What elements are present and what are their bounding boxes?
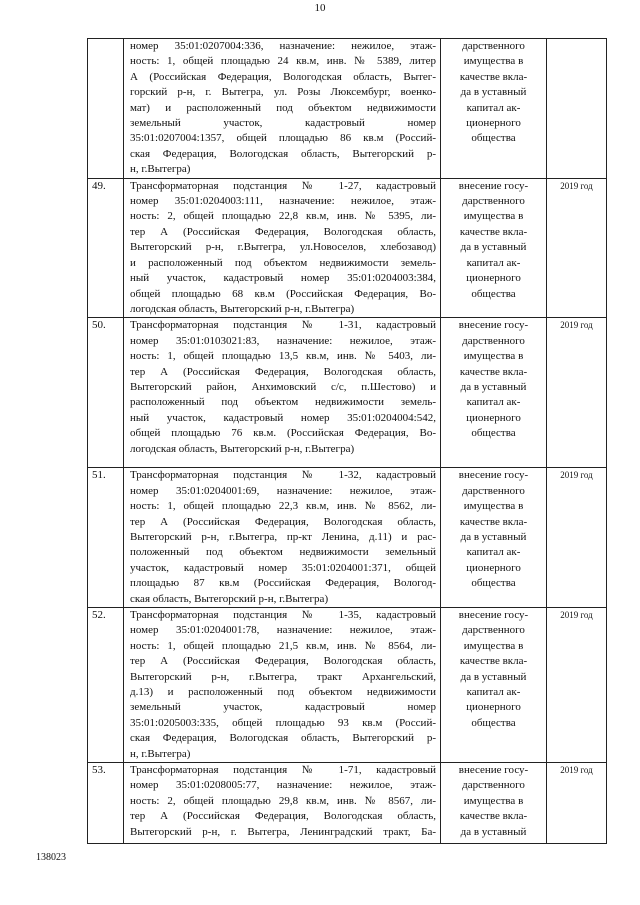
table-body	[88, 39, 607, 844]
method-line: качестве вкла-	[459, 810, 528, 823]
method-line: ционерного	[466, 117, 521, 130]
method-line: капитал ак-	[466, 686, 521, 698]
privatization-year	[547, 39, 607, 179]
method-line: да в уставный	[460, 380, 527, 393]
method-line: общества	[471, 287, 516, 300]
description-line: номер 35:01:0204001:78, назначение: нежилое, этаж-	[130, 624, 436, 637]
method-line: качестве вкла-	[459, 70, 528, 83]
description-line: тер А (Российская Федерация, Вологодская область,	[130, 810, 436, 823]
privatization-method	[441, 468, 547, 608]
description-line: номер 35:01:0204001:69, назначение: нежилое, этаж-	[130, 484, 436, 497]
row-number: 53.	[88, 763, 124, 844]
description-line: логодская область, Вытегорский р-н, г.Вытегра)	[130, 442, 355, 455]
row-number: 51.	[88, 468, 124, 608]
description-line: номер 35:01:0204003:111, назначение: нежилое, этаж-	[130, 195, 436, 208]
description-line: положенный под объектом недвижимости земельный	[130, 546, 436, 559]
method-line: капитал ак-	[466, 546, 521, 559]
description-line: ный участок, кадастровый номер 35:01:0204003:384,	[130, 272, 436, 285]
method-line: дарственного	[462, 195, 525, 208]
description-line: земельный участок, кадастровый номер	[130, 701, 436, 714]
method-line: ционерного	[466, 561, 521, 574]
method-line: капитал ак-	[466, 256, 521, 269]
property-table	[87, 38, 607, 844]
description-line: номер 35:01:0103021:83, назначение: нежилое, этаж-	[130, 334, 436, 347]
method-line: да в уставный	[460, 670, 527, 683]
table-row	[88, 763, 607, 844]
method-line: да в уставный	[460, 241, 527, 254]
page-number: 10	[314, 2, 326, 14]
description-line: Трансформаторная подстанция № 1-27, кадастровый	[130, 179, 436, 192]
property-description	[124, 607, 441, 762]
document-code: 138023	[36, 852, 66, 863]
table-row	[88, 318, 607, 468]
description-line: Трансформаторная подстанция № 1-35, кадастровый	[130, 608, 436, 621]
privatization-year: 2019 год	[547, 468, 607, 608]
description-line: общей площадью 76 кв.м. (Российская Федерация, Во-	[130, 427, 436, 440]
method-line: капитал ак-	[466, 101, 521, 114]
method-line: имущества в	[463, 500, 524, 513]
method-line: да в уставный	[460, 530, 527, 543]
description-line: расположенный под объектом недвижимости земель-	[130, 396, 436, 409]
description-line: ный участок, кадастровый номер 35:01:0204004:542,	[130, 411, 436, 424]
method-line: имущества в	[463, 210, 524, 223]
description-line: А (Российская Федерация, Вологодская область, Вытег-	[130, 70, 436, 83]
method-line: общества	[471, 577, 516, 590]
method-line: имущества в	[463, 55, 524, 68]
method-line: да в уставный	[460, 86, 527, 99]
method-line: внесение госу-	[458, 469, 529, 482]
privatization-year: 2019 год	[547, 178, 607, 318]
description-line: 35:01:0207004:1357, общей площадью 86 кв.м (Россий-	[130, 132, 436, 145]
description-line: номер 35:01:0208005:77, назначение: нежилое, этаж-	[130, 779, 436, 792]
method-line: имущества в	[463, 639, 524, 652]
description-line: д.13) и расположенный под объектом недвижимости	[130, 686, 436, 698]
method-line: ционерного	[466, 272, 521, 285]
description-line: участок, кадастровый номер 35:01:0204001:371, общей	[130, 561, 436, 574]
method-line: ционерного	[466, 701, 521, 714]
description-line: н, г.Вытегра)	[130, 747, 191, 760]
table-row	[88, 607, 607, 762]
description-line: Вытегорский р-н, г. Вытегра, Ленинградский тракт, Ба-	[130, 825, 436, 838]
description-line: тер А (Российская Федерация, Вологодская область,	[130, 655, 436, 668]
row-number: 52.	[88, 607, 124, 762]
table-row	[88, 468, 607, 608]
description-line: Трансформаторная подстанция № 1-32, кадастровый	[130, 469, 436, 482]
privatization-method	[441, 178, 547, 318]
description-line: Вытегорский р-н, г.Вытегра, пр-кт Ленина, д.11) и рас-	[130, 530, 436, 543]
description-line: мат) и расположенный под объектом недвижимости	[130, 101, 436, 114]
description-line: ность: 2, общей площадью 22,8 кв.м, инв. № 5395, ли-	[130, 210, 436, 223]
description-line: ность: 2, общей площадью 29,8 кв.м, инв. № 8567, ли-	[130, 794, 436, 807]
privatization-year: 2019 год	[547, 318, 607, 468]
table-row	[88, 39, 607, 179]
description-line: логодская область, Вытегорский р-н, г.Вытегра)	[130, 302, 355, 315]
description-line: ность: 1, общей площадью 13,5 кв.м, инв. № 5403, ли-	[130, 350, 436, 363]
description-line: ская область, Вытегорский р-н, г.Вытегра)	[130, 592, 329, 605]
table-row	[88, 178, 607, 318]
property-description	[124, 318, 441, 468]
method-line: общества	[471, 716, 516, 729]
property-description	[124, 39, 441, 179]
description-line: номер 35:01:0207004:336, назначение: нежилое, этаж-	[130, 40, 436, 52]
description-line: ность: 1, общей площадью 24 кв.м, инв. № 5389, литер	[130, 55, 436, 68]
row-number: 49.	[88, 178, 124, 318]
method-line: дарственного	[462, 334, 525, 347]
property-description	[124, 178, 441, 318]
privatization-method	[441, 39, 547, 179]
description-line: Вытегорский район, Анхимовский с/с, п.Шестово) и	[130, 380, 436, 393]
row-number	[88, 39, 124, 179]
description-line: Трансформаторная подстанция № 1-71, кадастровый	[130, 764, 436, 777]
row-number: 50.	[88, 318, 124, 468]
method-line: качестве вкла-	[459, 365, 528, 378]
method-line: дарственного	[462, 624, 525, 637]
method-line: капитал ак-	[466, 396, 521, 409]
method-line: дарственного	[462, 484, 525, 497]
method-line: внесение госу-	[458, 179, 529, 192]
method-line: качестве вкла-	[459, 655, 528, 668]
privatization-method	[441, 607, 547, 762]
description-line: Трансформаторная подстанция № 1-31, кадастровый	[130, 319, 436, 332]
description-line: земельный участок, кадастровый номер	[130, 117, 436, 130]
description-line: тер А (Российская Федерация, Вологодская область,	[130, 225, 436, 238]
description-line: Вытегорский р-н, г.Вытегра, ул.Новоселов, хлебозавод)	[130, 241, 436, 254]
privatization-year: 2019 год	[547, 607, 607, 762]
method-line: общества	[471, 132, 516, 145]
description-line: ность: 1, общей площадью 21,5 кв.м, инв. № 8564, ли-	[130, 639, 436, 652]
description-line: ность: 1, общей площадью 22,3 кв.м, инв. № 8562, ли-	[130, 500, 436, 513]
privatization-method	[441, 318, 547, 468]
method-line: да в уставный	[460, 825, 527, 838]
method-line: внесение госу-	[458, 608, 529, 621]
description-line: тер А (Российская Федерация, Вологодская область,	[130, 515, 436, 528]
property-description	[124, 763, 441, 844]
method-line: качестве вкла-	[459, 515, 528, 528]
method-line: ционерного	[466, 411, 521, 424]
method-line: дарственного	[462, 40, 525, 52]
description-line: горский р-н, г. Вытегра, ул. Розы Люксембург, военко-	[130, 86, 436, 99]
privatization-method	[441, 763, 547, 844]
privatization-year: 2019 год	[547, 763, 607, 844]
description-line: общей площадью 68 кв.м (Российская Федерация, Во-	[130, 287, 436, 300]
description-line: площадью 87 кв.м (Российская Федерация, Вологод-	[130, 577, 436, 590]
method-line: дарственного	[462, 779, 525, 792]
property-description	[124, 468, 441, 608]
method-line: качестве вкла-	[459, 225, 528, 238]
description-line: н, г.Вытегра)	[130, 163, 191, 176]
description-line: и расположенный под объектом недвижимости земель-	[130, 256, 436, 269]
description-line: ская Федерация, Вологодская область, Вытегорский р-	[130, 147, 436, 160]
description-line: ская Федерация, Вологодская область, Вытегорский р-	[130, 732, 436, 745]
description-line: 35:01:0205003:335, общей площадью 93 кв.м (Россий-	[130, 716, 436, 729]
method-line: имущества в	[463, 794, 524, 807]
method-line: внесение госу-	[458, 319, 529, 332]
method-line: общества	[471, 427, 516, 440]
method-line: имущества в	[463, 350, 524, 363]
method-line: внесение госу-	[458, 764, 529, 777]
description-line: тер А (Российская Федерация, Вологодская область,	[130, 365, 436, 378]
description-line: Вытегорский р-н, г.Вытегра, тракт Архангельский,	[130, 670, 436, 683]
